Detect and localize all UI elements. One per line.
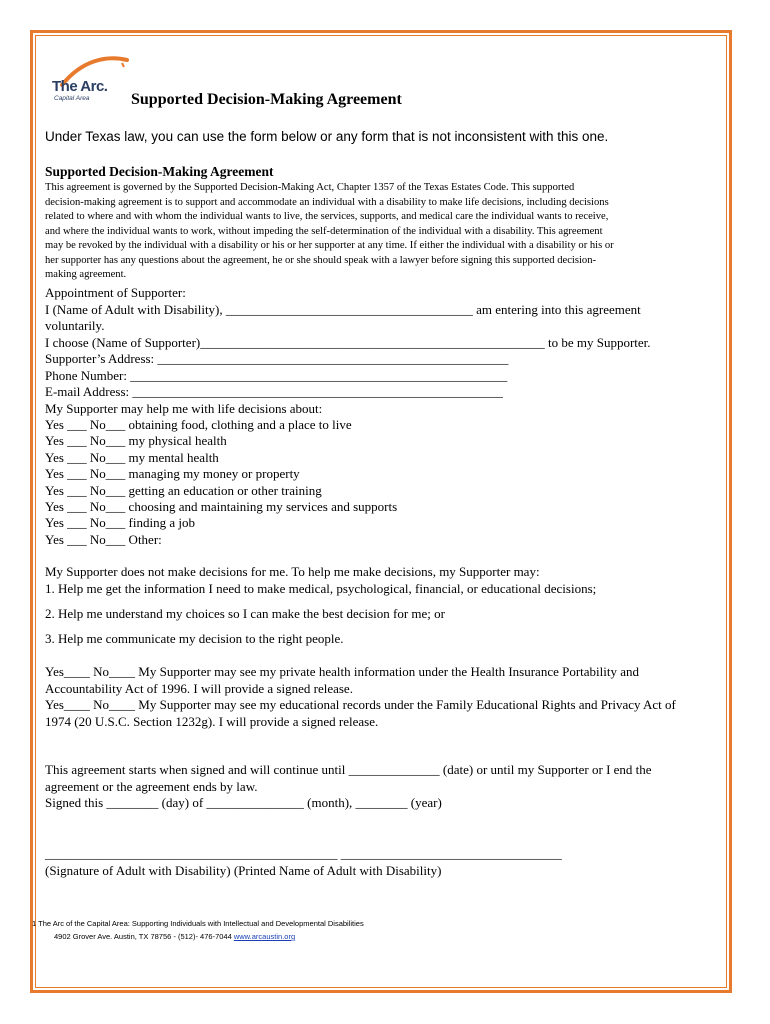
release-line: Accountability Act of 1996. I will provide a signed release. [45,680,353,696]
term-line: agreement or the agreement ends by law. [45,778,258,794]
release-line: Yes____ No____ My Supporter may see my educational records under the Family Educational Rights and Privacy Act of [45,697,676,712]
footer-line-2 [54,932,295,941]
form-line: Yes ___ No___ my physical health [45,433,227,448]
may-item-2: 2. Help me understand my choices so I can make the best decision for me; or [45,606,445,621]
paragraph-line: decision-making agreement is to support and accommodate an individual with a disability to make life decisions, including decisions [45,196,609,208]
term-line: This agreement starts when signed and will continue until ______________ (date) or until my Supporter or I end the [45,762,652,777]
may-line: 1. Help me get the information I need to make medical, psychological, financial, or educational decisions; [45,580,597,596]
section-title: Supported Decision-Making Agreement [45,164,274,179]
form-line: Yes ___ No___ my mental health [45,449,219,465]
paragraph-line: her supporter has any questions about the agreement, he or she should speak with a lawyer before signing this supported decision- [45,254,597,266]
footer-line-1: 1 The Arc of the Capital Area: Supporting Individuals with Intellectual and Developmental Disabilities [32,919,364,928]
form-line: Yes ___ No___ obtaining food, clothing and a place to live [45,417,352,432]
release-line: Yes____ No____ My Supporter may see my private health information under the Health Insurance Portability and [45,664,640,679]
logo-name: The Arc. [52,78,108,95]
intro-text: Under Texas law, you can use the form below or any form that is not inconsistent with this one. [45,129,609,144]
form-line: Supporter’s Address: ______________________________________________________ [45,351,509,366]
document-title: Supported Decision-Making Agreement [131,91,402,108]
form-line: Yes ___ No___ choosing and maintaining my services and supports [45,499,398,514]
term-line: Signed this ________ (day) of _______________ (month), ________ (year) [45,795,442,810]
footer-website-link[interactable]: www.arcaustin.org [233,932,296,941]
form-line: I choose (Name of Supporter)_____________________________________________________ to be my Supporter. [45,334,651,350]
form-line: Yes ___ No___ finding a job [45,515,195,530]
signature-line: _____________________________________________ __________________________________ [45,846,562,861]
signature-caption: (Signature of Adult with Disability) (Printed Name of Adult with Disability) [45,863,442,878]
paragraph-line: related to where and with whom the individual wants to live, the services, supports, and medical care the individual wants to receive, [45,211,609,222]
form-line: My Supporter may help me with life decisions about: [45,400,323,416]
paragraph-line: and where the individual wants to work, without impeding the self-determination of the individual with a disability. This agreement [45,225,603,237]
paragraph-line: This agreement is governed by the Supported Decision-Making Act, Chapter 1357 of the Texas Estates Code. This supported [45,182,575,193]
form-line: I (Name of Adult with Disability), ______________________________________ am entering into this agreement [45,301,641,317]
form-line: Yes ___ No___ getting an education or other training [45,482,322,498]
may-line: My Supporter does not make decisions for me. To help me make decisions, my Supporter may: [45,564,540,579]
form-line: Appointment of Supporter: [45,285,186,300]
form-line: Phone Number: __________________________________________________________ [45,367,508,383]
may-item-3: 3. Help me communicate my decision to the right people. [45,631,344,646]
paragraph-line: may be revoked by the individual with a disability or his or her supporter at any time. If either the individual with a disability or his or [45,240,614,251]
logo-subtitle: Capital Area [54,95,90,102]
paragraph-line: making agreement. [45,269,127,280]
form-line: E-mail Address: _________________________________________________________ [45,384,503,399]
form-line: Yes ___ No___ Other: [45,531,162,547]
form-line: voluntarily. [45,318,105,333]
release-line: 1974 (20 U.S.C. Section 1232g). I will provide a signed release. [45,713,379,729]
footer-address: 4902 Grover Ave. Austin, TX 78756 - (512)- 476-7044 [54,932,234,941]
form-line: Yes ___ No___ managing my money or property [45,466,300,481]
